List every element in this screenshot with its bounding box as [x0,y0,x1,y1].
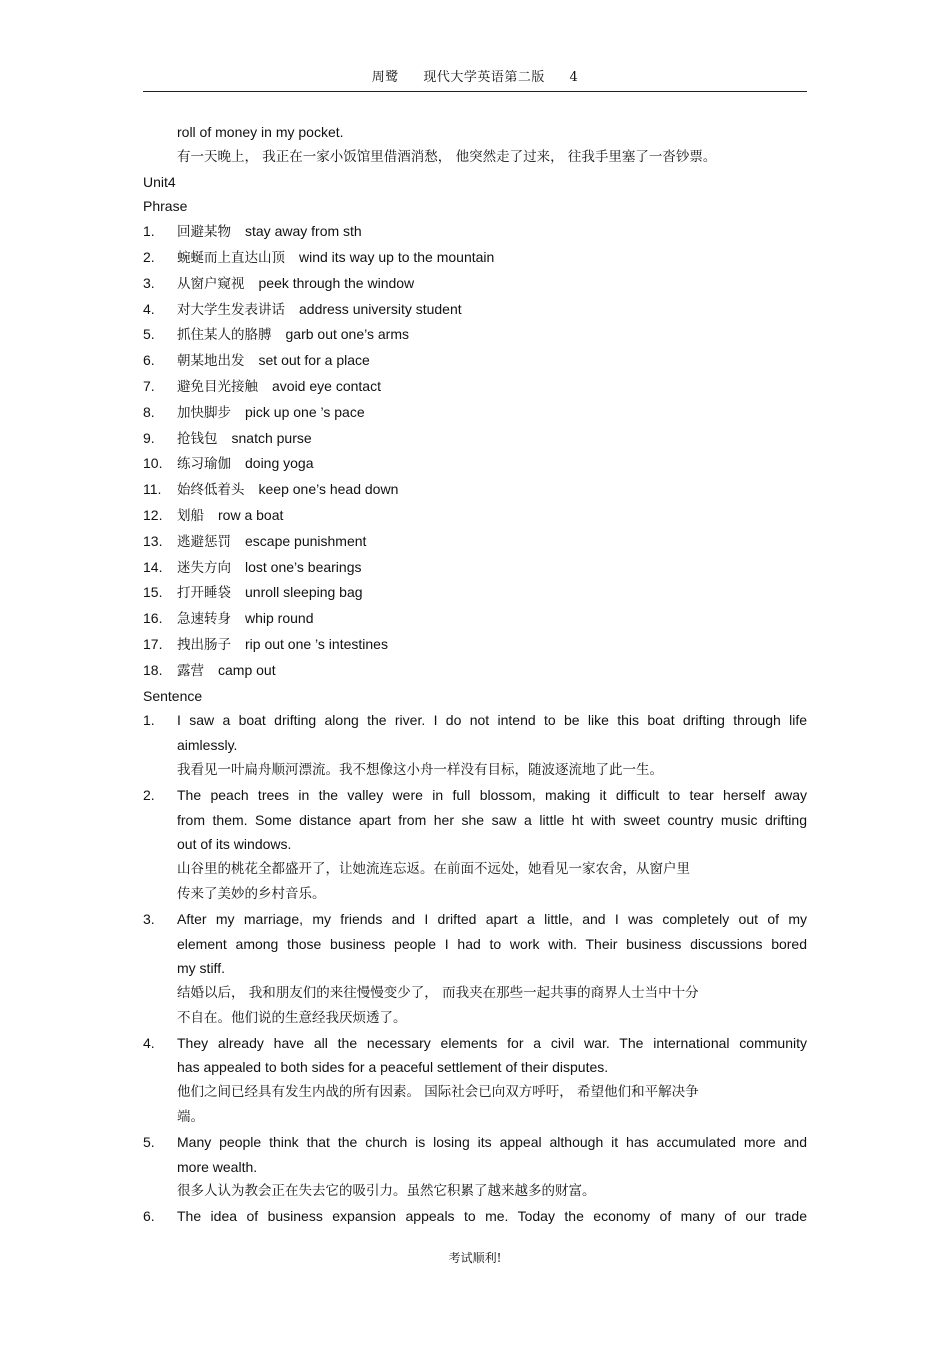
phrase-number: 6. [143,352,155,369]
phrase-number: 15. [143,584,163,601]
phrase-chinese: 迷失方向 [177,559,231,576]
sentence-number: 4. [143,1034,155,1051]
sentence-english-line: aimlessly. [177,737,238,754]
phrase-number: 14. [143,558,163,575]
phrase-chinese: 朝某地出发 [177,353,245,370]
phrase-item [143,503,807,529]
phrase-english: rip out one ’s intestines [245,635,388,652]
phrase-item [143,529,807,555]
phrase-chinese: 蜿蜒而上直达山顶 [177,249,285,266]
phrase-number: 16. [143,610,163,627]
phrase-item [143,426,807,452]
sentence-chinese-line: 他们之间已经具有发生内战的所有因素。 国际社会已向双方呼吁， 希望他们和平解决争 [177,1084,699,1101]
phrase-chinese: 划船 [177,507,204,524]
phrase-english: unroll sleeping bag [245,584,363,601]
phrase-item [143,374,807,400]
sentence-number: 5. [143,1133,155,1150]
phrase-chinese: 避免目光接触 [177,378,258,395]
phrase-english: escape punishment [245,532,367,549]
sentence-english-line: element among those business people I had to work with. Their business discussions bored [177,935,807,952]
phrase-chinese: 练习瑜伽 [177,456,231,473]
sentence-english-line: Many people think that the church is losing its appeal although it has accumulated more and [177,1133,807,1150]
sentence-chinese-line: 我看见一叶扁舟顺河漂流。我不想像这小舟一样没有目标，随波逐流地了此一生。 [177,761,663,778]
phrase-item [143,297,807,323]
header-book-title: 现代大学英语第二版 [423,70,545,85]
sentence-english-line: from them. Some distance apart from her she saw a little ht with sweet country music drifting [177,811,807,828]
phrase-number: 4. [143,300,155,317]
sentence-chinese-line: 传来了美妙的乡村音乐。 [177,885,326,902]
phrase-chinese: 抢钱包 [177,430,218,447]
phrase-english: camp out [218,661,276,678]
phrase-english: address university student [299,300,462,317]
phrase-item [143,271,807,297]
sentence-english-line: After my marriage, my friends and I drifted apart a little, and I was completely out of my [177,910,807,927]
sentence-english-line: my stiff. [177,960,225,977]
phrase-item [143,555,807,581]
phrase-english: doing yoga [245,455,314,472]
sentence-english-line: out of its windows. [177,836,292,853]
sentence-chinese-line: 端。 [177,1109,204,1126]
page-header [143,66,807,85]
sentence-heading: Sentence [143,687,203,704]
phrase-english: avoid eye contact [272,377,381,394]
phrase-item [143,245,807,271]
phrase-item [143,400,807,426]
phrase-number: 8. [143,403,155,420]
sentence-list [143,708,807,1229]
phrase-number: 5. [143,326,155,343]
sentence-item [143,783,807,907]
sentence-english-line: The idea of business expansion appeals to me. Today the economy of many of our trade [177,1208,807,1225]
phrase-item [143,219,807,245]
page-content [143,120,807,1229]
sentence-english-line: more wealth. [177,1158,258,1175]
phrase-chinese: 打开睡袋 [177,585,231,602]
page-footer: 考试顺利! [448,1251,502,1265]
phrase-number: 1. [143,223,155,240]
sentence-item [143,1204,807,1229]
phrase-number: 3. [143,274,155,291]
phrase-item [143,658,807,684]
sentence-chinese-line: 很多人认为教会正在失去它的吸引力。虽然它积累了越来越多的财富。 [177,1183,596,1200]
sentence-chinese-line: 结婚以后， 我和朋友们的来往慢慢变少了， 而我夹在那些一起共事的商界人士当中十分 [177,985,699,1002]
phrase-chinese: 对大学生发表讲话 [177,301,285,318]
phrase-english: set out for a place [258,352,370,369]
phrase-number: 10. [143,455,163,472]
carryover-chinese: 有一天晚上， 我正在一家小饭馆里借酒消愁， 他突然走了过来， 往我手里塞了一沓钞票。 [177,148,717,165]
phrase-number: 11. [143,481,162,498]
phrase-number: 13. [143,532,163,549]
sentence-item [143,1031,807,1130]
sentence-chinese-line: 山谷里的桃花全都盛开了，让她流连忘返。在前面不远处，她看见一家农舍，从窗户里 [177,861,690,878]
phrase-english: whip round [245,610,314,627]
phrase-number: 12. [143,506,163,523]
phrase-number: 18. [143,661,163,678]
sentence-english-line: They already have all the necessary elements for a civil war. The international community [177,1034,807,1051]
phrase-item [143,451,807,477]
header-rule [143,91,807,92]
phrase-chinese: 始终低着头 [177,482,245,499]
phrase-list [143,219,807,683]
phrase-english: keep one’s head down [258,481,399,498]
phrase-english: pick up one ’s pace [245,403,365,420]
phrase-item [143,322,807,348]
header-page-number: 4 [569,70,579,85]
sentence-item [143,708,807,782]
phrase-chinese: 逃避惩罚 [177,533,231,550]
phrase-item [143,348,807,374]
sentence-english-line: has appealed to both sides for a peaceful settlement of their disputes. [177,1059,609,1076]
phrase-number: 17. [143,635,163,652]
sentence-english-line: The peach trees in the valley were in full blossom, making it difficult to tear herself away [177,786,807,803]
header-author: 周鹭 [371,70,399,85]
sentence-number: 1. [143,712,155,729]
phrase-chinese: 回避某物 [177,224,231,241]
phrase-chinese: 拽出肠子 [177,636,231,653]
phrase-number: 2. [143,248,155,265]
phrase-english: row a boat [218,506,284,523]
sentence-number: 6. [143,1208,155,1225]
phrase-english: garb out one’s arms [285,326,409,343]
phrase-item [143,477,807,503]
phrase-number: 7. [143,377,155,394]
sentence-item [143,907,807,1031]
sentence-item [143,1130,807,1204]
phrase-english: lost one’s bearings [245,558,362,575]
phrase-english: wind its way up to the mountain [299,248,495,265]
phrase-chinese: 从窗户窥视 [177,275,245,292]
phrase-chinese: 加快脚步 [177,404,231,421]
sentence-chinese-line: 不自在。他们说的生意经我厌烦透了。 [177,1009,407,1026]
sentence-number: 3. [143,910,155,927]
phrase-number: 9. [143,429,155,446]
phrase-chinese: 急速转身 [177,611,231,628]
sentence-english-line: I saw a boat drifting along the river. I do not intend to be like this boat drifting through life [177,712,807,729]
carryover-english: roll of money in my pocket. [177,124,344,140]
phrase-chinese: 露营 [177,662,204,679]
phrase-heading: Phrase [143,198,188,215]
phrase-english: snatch purse [231,429,312,446]
phrase-item [143,632,807,658]
phrase-english: peek through the window [258,274,415,291]
unit-heading: Unit4 [143,173,176,190]
phrase-item [143,580,807,606]
sentence-number: 2. [143,786,155,803]
phrase-chinese: 抓住某人的胳膊 [177,327,272,344]
phrase-english: stay away from sth [245,223,362,240]
phrase-item [143,606,807,632]
